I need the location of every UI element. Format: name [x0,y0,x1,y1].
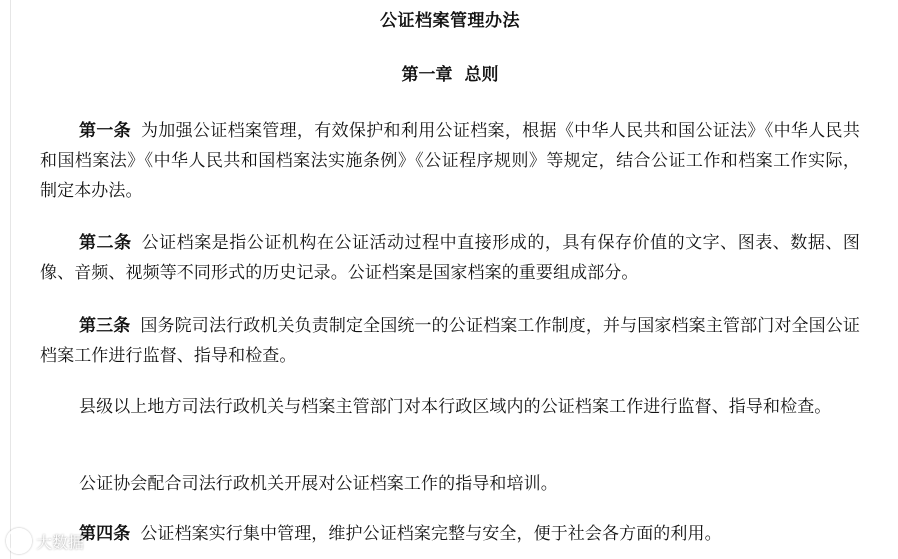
article-text: 国务院司法行政机关负责制定全国统一的公证档案工作制度，并与国家档案主管部门对全国公证档案工作进行监督、指导和检查。 [40,316,860,366]
article-text: 公证档案实行集中管理，维护公证档案完整与安全，便于社会各方面的利用。 [140,524,722,544]
page-left-border [10,0,11,559]
document-title: 公证档案管理办法 [380,11,520,31]
article-number: 第二条 [79,233,132,253]
chapter-heading: 第一章 总则 [401,65,499,85]
article-paragraph [40,116,860,206]
clause-text: 县级以上地方司法行政机关与档案主管部门对本行政区域内的公证档案工作进行监督、指导和检查。 [79,397,832,417]
article-paragraph [40,519,860,549]
circle-logo-icon [6,528,32,554]
article-paragraph [40,311,860,371]
clause-text: 公证协会配合司法行政机关开展对公证档案工作的指导和培训。 [79,474,558,494]
article-number: 第四条 [79,524,131,544]
watermark-text: 大数据 [36,532,85,552]
article-number: 第一条 [79,121,131,141]
article-text: 公证档案是指公证机构在公证活动过程中直接形成的，具有保存价值的文字、图表、数据、图像、音频、视频等不同形式的历史记录。公证档案是国家档案的重要组成部分。 [40,233,860,283]
clause-paragraph [40,469,860,499]
watermark [6,528,84,554]
article-text: 为加强公证档案管理，有效保护和利用公证档案，根据《中华人民共和国公证法》《中华人民共和国档案法》《中华人民共和国档案法实施条例》《公证程序规则》等规定，结合公证工作和档案工作实际，制定本办法。 [40,121,860,201]
article-paragraph [40,228,860,288]
clause-paragraph [40,392,860,422]
article-number: 第三条 [79,316,131,336]
